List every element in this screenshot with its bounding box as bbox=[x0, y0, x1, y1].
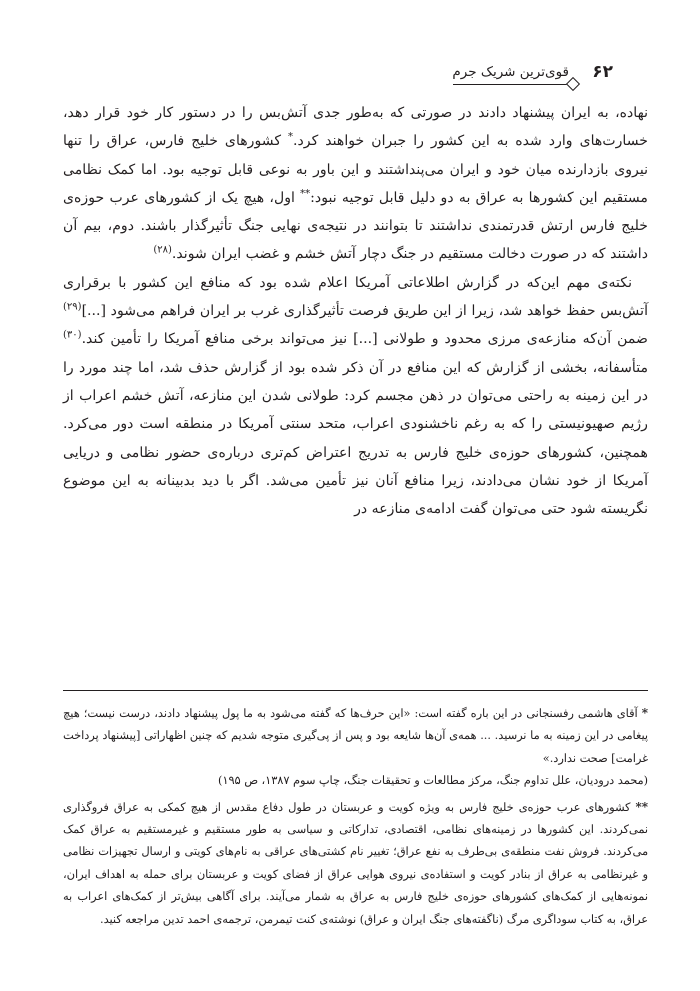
footnote-1-source: (محمد درودیان، علل تداوم جنگ، مرکز مطالعات و تحقیقات جنگ، چاپ سوم ۱۳۸۷، ص ۱۹۵) bbox=[218, 774, 648, 788]
header-rule bbox=[453, 84, 568, 85]
paragraph-2-part-c: متأسفانه، بخشی از گزارش که این منافع در آن ذکر شده بود از گزارش حذف شد، اما چند مورد را در این زمینه به راحتی می‌توان در ذهن مجسم کرد: طولانی شدن این منازعه، آتش خشم اعراب از رژیم صهیونیستی را که به رغم ناخشنودی اعراب، متحد سنتی آمریکا در منطقه است دور می‌کرد. همچنین، کشورهای حوزه‌ی خلیج فارس به تدریج اعتراض کم‌تری درباره‌ی حضور نظامی و دریایی آمریکا از خود نشان می‌دادند، زیرا منافع آنان نیز تأمین می‌شد. اگر با دید بدبینانه به این موضوع نگریسته شود حتی می‌توان گفت ادامه‌ی منازعه در bbox=[63, 359, 648, 518]
paragraph-2-part-b: ضمن آن‌که منازعه‌ی مرزی محدود و طولانی [...] نیز می‌تواند برخی منافع آمریکا را تأمین کند. bbox=[81, 331, 648, 348]
footnote-1-mark: * bbox=[641, 706, 648, 720]
footnote-marker-2: ** bbox=[300, 188, 311, 200]
footnote-2-text: کشورهای عرب حوزه‌ی خلیج فارس به ویژه کویت و عربستان در طول دفاع مقدس از هیچ کمکی به عراق فروگذاری نمی‌کردند. این کشورها در زمینه‌های نظامی، اقتصادی، تدارکاتی و سیاسی به طور مستقیم و غیرمستقیم به عراق کمک می‌کردند. فروش نفت منطقه‌ی بی‌طرف به نفع عراق؛ تغییر نام کشتی‌های عراقی به نام‌های کویتی و ارسال تجهیزات نظامی و غیرنظامی به عراق از بنادر کویت و استفاده‌ی نیروی هوایی عراق از فضای کویت و عربستان برای حمله به اهداف ایران، نمونه‌هایی از کمک‌های کشورهای حوزه‌ی خلیج فارس به عراق به شمار می‌آیند. برای آگاهی بیش‌تر از کمک‌های اعراب به عراق، به کتاب سوداگری مرگ (ناگفته‌های جنگ ایران و عراق) نوشته‌ی کنت تیمرمن، ترجمه‌ی احمد تدین مراجعه کنید. bbox=[63, 800, 648, 926]
citation-28: (۲۸) bbox=[153, 244, 172, 256]
paragraph-1-part-c: اول، هیچ یک از کشورهای عرب حوزه‌ی خلیج فارس ارتش قدرتمندی نداشتند تا بتوانند در نتیجه‌ی نهایی جنگ تأثیرگذار باشند. دوم، بیم آن داشتند که در صورت دخالت مستقیم در جنگ دچار آتش خشم و غضب ایران شوند. bbox=[63, 189, 648, 263]
footnotes bbox=[63, 702, 648, 931]
paragraph-2-part-a: نکته‌ی مهم این‌که در گزارش اطلاعاتی آمریکا اعلام شده بود که منافع این کشور با برقراری آتش‌بس حفظ خواهد شد، زیرا از این طریق فرصت تأثیرگذاری غرب بر ایران فراهم می‌شود [...] bbox=[63, 274, 648, 320]
body-text bbox=[63, 99, 648, 523]
citation-30: (۳۰) bbox=[63, 329, 82, 341]
paragraph-2 bbox=[63, 269, 648, 524]
footnote-2 bbox=[63, 796, 648, 931]
page-number: ۶۲ bbox=[592, 62, 613, 82]
footnote-marker-1: * bbox=[288, 131, 294, 143]
paragraph-1 bbox=[63, 99, 648, 269]
citation-29: (۲۹) bbox=[63, 301, 82, 313]
paragraph-1-part-b: کشورهای خلیج فارس، عراق را تنها نیروی بازدارنده میان خود و ایران می‌پنداشتند و این باور به نوعی قابل توجیه بود. اما کمک نظامی مستقیم این کشورها به عراق به دو دلیل قابل توجیه نبود: bbox=[63, 133, 648, 206]
paragraph-1-part-a: نهاده، به ایران پیشنهاد دادند در صورتی که به‌طور جدی آتش‌بس را در دستور کار خود قرار دهد، خسارت‌های وارد شده به این کشور را جبران خواهند کرد. bbox=[63, 105, 648, 150]
footnote-separator bbox=[63, 690, 648, 691]
running-title: قوی‌ترین شریک جرم bbox=[452, 64, 569, 80]
footnote-1 bbox=[63, 702, 648, 770]
footnote-1-text: آقای هاشمی رفسنجانی در این باره گفته است: «این حرف‌ها که گفته می‌شود به ما پول پیشنهاد دادند، درست نیست؛ هیچ پیغامی در این زمینه به ما نرسید. ... همه‌ی آن‌ها شایعه بود و پس از پی‌گیری متوجه شدیم که چنین اظهاراتی [پیشنهاد پرداخت غرامت] صحت ندارد.» bbox=[63, 707, 648, 765]
footnote-2-mark: ** bbox=[635, 799, 648, 814]
